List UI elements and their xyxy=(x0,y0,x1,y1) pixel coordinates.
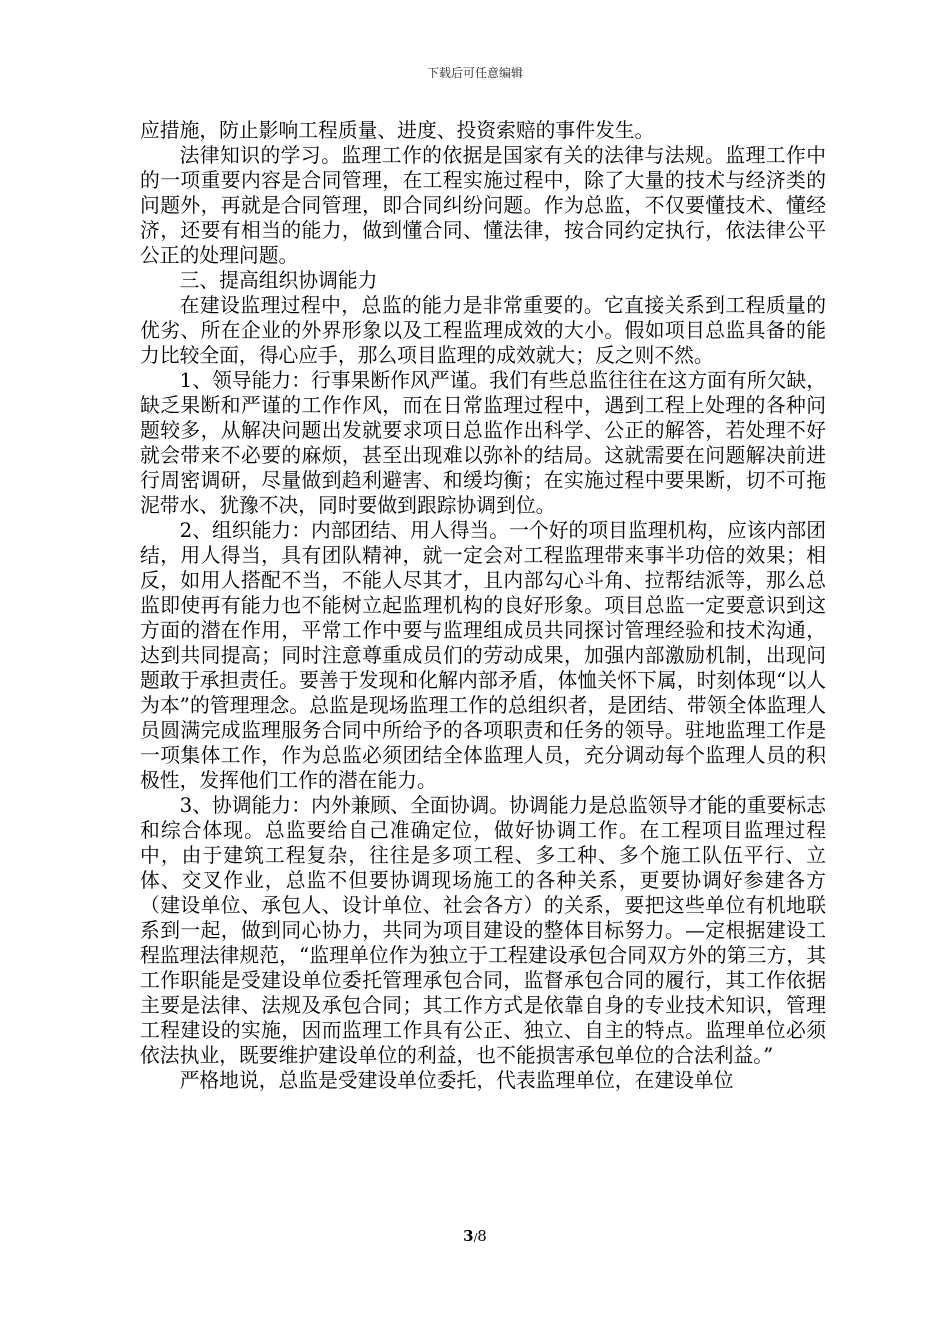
paragraph: 1、领导能力：行事果断作风严谨。我们有些总监往往在这方面有所欠缺，缺乏果断和严谨的工作作风，而在日常监理过程中，遇到工程上处理的各种问题较多，从解决问题出发就要求项日总监作出科学、公正的解答，若处理不好就会带来不必要的麻烦，甚至出现难以弥补的结局。这就需要在问题解决前进行周密调研，尽量做到趋利避害、和缓均衡；在实施过程中要果断，切不可拖泥带水、犹豫不决，同时要做到跟踪协调到位。 xyxy=(140,369,826,517)
page-separator: / xyxy=(473,1231,478,1244)
header-note: 下载后可任意编辑 xyxy=(426,66,523,80)
paragraph: 在建设监理过程中，总监的能力是非常重要的。它直接关系到工程质量的优劣、所在企业的外界形象以及工程监理成效的大小。假如项目总监具备的能力比较全面，得心应手，那么项目监理的成效就大；反之则不然。 xyxy=(140,294,826,367)
page-header xyxy=(0,66,950,80)
paragraph: 2、组织能力：内部团结、用人得当。一个好的项目监理机构，应该内部团结，用人得当，具有团队精神，就一定会对工程监理带来事半功倍的效果；相反，如用人搭配不当，不能人尽其才，且内部勾心斗角、拉帮结派等，那么总监即使再有能力也不能树立起监理机构的良好形象。项目总监一定要意识到这方面的潜在作用，平常工作中要与监理组成员共同探讨管理经验和技术沟通，达到共同提高；同时注意尊重成员们的劳动成果，加强内部激励机制，出现问题敢于承担责任。要善于发现和化解内部矛盾，体恤关怀下属，时刻体现“以人为本”的管理理念。总监是现场监理工作的总组织者，是团结、带领全体监理人员圆满完成监理服务合同中所给予的各项职责和任务的领导。驻地监理工作是一项集体工作，作为总监必须团结全体监理人员，充分调动每个监理人员的积极性，发挥他们工作的潜在能力。 xyxy=(140,519,826,792)
paragraph: 应措施，防止影响工程质量、进度、投资索赔的事件发生。 xyxy=(140,119,655,142)
document-body xyxy=(140,118,826,1093)
page-number xyxy=(0,1227,950,1247)
total-pages-number: 8 xyxy=(477,1227,487,1245)
paragraph: 法律知识的学习。监理工作的依据是国家有关的法律与法规。监理工作中的一项重要内容是合同管理，在工程实施过程中，除了大量的技术与经济类的问题外，再就是合同管理，即合同纠纷问题。作为总监，不仅要懂技术、懂经济，还要有相当的能力，做到懂合同、懂法律，按合同约定执行，依法律公平公正的处理问题。 xyxy=(140,144,826,267)
paragraph: 严格地说，总监是受建设单位委托，代表监理单位，在建设单位 xyxy=(179,1069,734,1092)
paragraph: 3、协调能力：内外兼顾、全面协调。协调能力是总监领导才能的重要标志和综合体现。总监要给自己准确定位，做好协调工作。在工程项目监理过程中，由于建筑工程复杂，往往是多项工程、多工种、多个施工队伍平行、立体、交叉作业，总监不但要协调现场施工的各种关系，更要协调好参建各方（建设单位、承包人、设计单位、社会各方）的关系，要把这些单位有机地联系到一起，做到同心协力，共同为项目建设的整体目标努力。—定根据建设工程监理法律规范，“监理单位作为独立于工程建设承包合同双方外的第三方，其工作职能是受建设单位委托管理承包合同，监督承包合同的履行，其工作依据主要是法律、法规及承包合同；其工作方式是依靠自身的专业技术知识，管理工程建设的实施，因而监理工作具有公正、独立、自主的特点。监理单位必须依法执业，既要维护建设单位的利益，也不能损害承包单位的合法利益。” xyxy=(140,794,826,1067)
current-page-number: 3 xyxy=(463,1227,474,1245)
section-heading: 三、提高组织协调能力 xyxy=(179,269,378,292)
